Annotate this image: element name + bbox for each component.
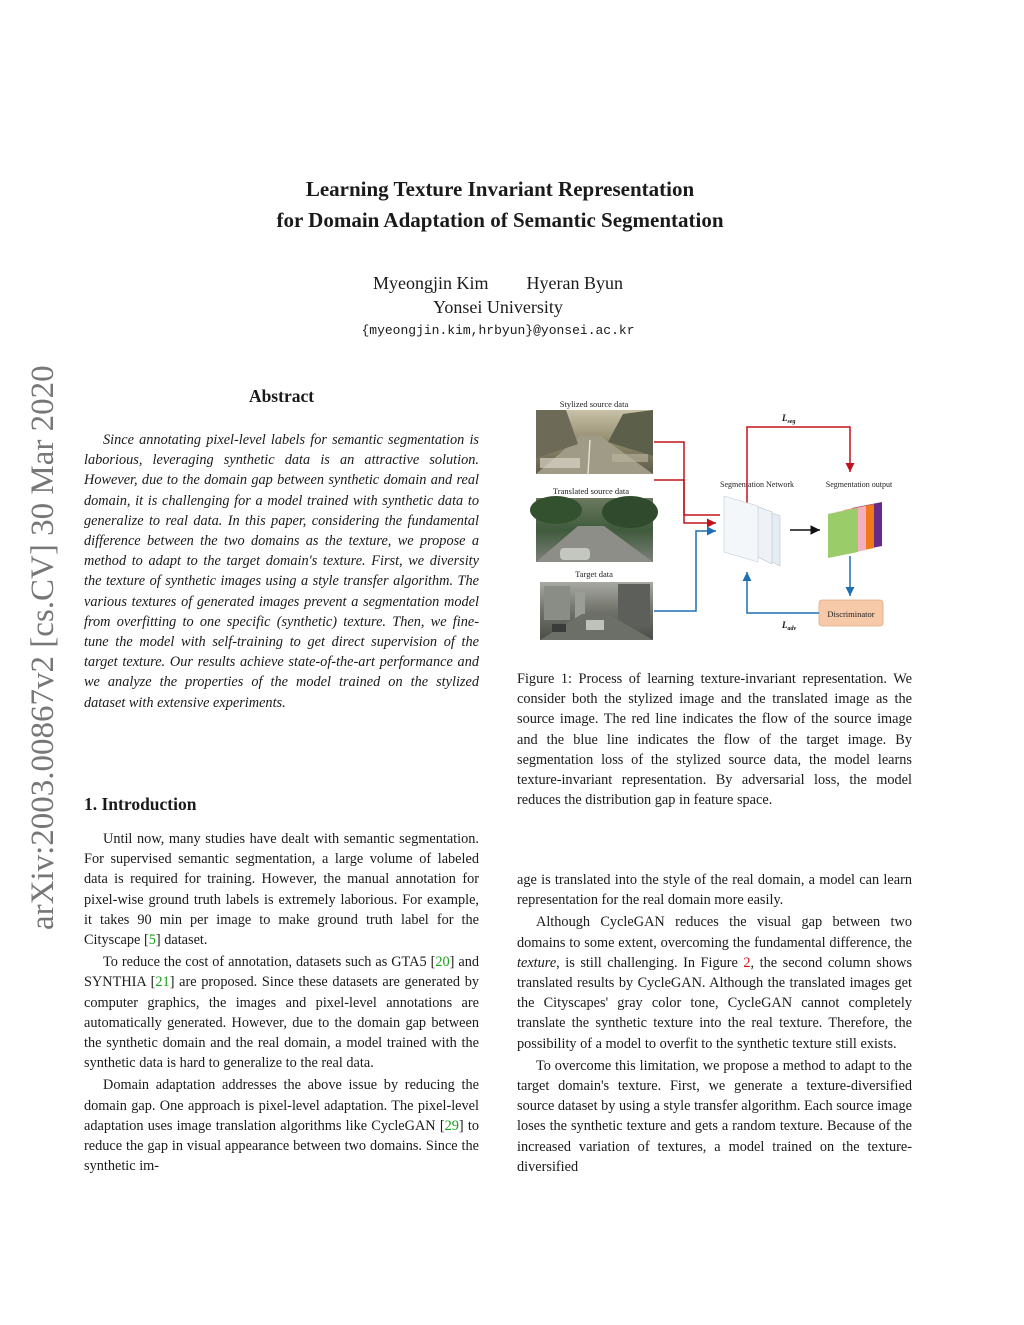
label-segmentation-network: Segmentation Network	[720, 480, 794, 489]
citation-link[interactable]: 5	[148, 932, 156, 949]
right-column-body	[517, 870, 912, 1177]
paragraph: age is translated into the style of the real domain, a model can learn representation for the real domain more easily.	[517, 872, 912, 909]
paragraph: Although CycleGAN reduces the visual gap between two domains to some extent, overcoming the fundamental difference, the texture, is still challenging. In Figure 2, the second column shows translated results by CycleGAN. Although the translated images get the Cityscapes' gray color tone, CycleGAN cannot completely translate the synthetic texture into the real texture. Therefore, the possibility of a model to overfit to the synthetic texture still exists.	[517, 914, 913, 1052]
paragraph: To overcome this limitation, we propose a method to adapt to the target domain's texture. First, we generate a texture-diversified source dataset by using a style transfer algorithm. Each source image loses the synthetic texture and gets a random texture. Because of the increased variation of textures, a model trained on the texture-diversified	[517, 1057, 913, 1175]
citation-link[interactable]: 20	[435, 954, 450, 971]
abstract-body	[84, 430, 479, 713]
title-line-1: Learning Texture Invariant Representation	[305, 177, 695, 201]
abstract-heading: Abstract	[248, 386, 315, 406]
affiliation: Yonsei University	[433, 297, 563, 317]
author-name: Hyeran Byun	[526, 273, 623, 293]
discriminator-label: Discriminator	[827, 609, 875, 619]
caption-text: Figure 1: Process of learning texture-invariant representation. We consider both the stylized image and the translated image as the source image. The red line indicates the flow of the source image and the blue line indicates the flow of the target image. By segmentation loss of the stylized source data, the model learns texture-invariant representation. By adversarial loss, the model reduces the distribution gap in feature space.	[517, 671, 912, 809]
paragraph: Until now, many studies have dealt with semantic segmentation. For supervised semantic segmentation, a large volume of labeled data is required for training. However, the manual annotation for pixel-wise ground truth labels is extremely laborious. For example, it takes 90 min per image to make ground truth label for the Cityscape [5] dataset.	[84, 831, 479, 949]
figure-1-diagram	[520, 396, 910, 646]
paragraph: To reduce the cost of annotation, datasets such as GTA5 [20] and SYNTHIA [21] are proposed. Since these datasets are generated by computer graphics, the images and pixel-level annotations are automatically generated. However, due to the domain gap between the synthetic domain and the real domain, a model trained with the synthetic data is hard to generalize to the real data.	[84, 954, 480, 1072]
label-segmentation-output: Segmentation output	[825, 480, 893, 489]
author-name: Myeongjin Kim	[373, 273, 489, 293]
citation-link[interactable]: 21	[155, 974, 170, 991]
paper-title	[0, 174, 1000, 236]
section-heading-introduction: 1. Introduction	[84, 794, 197, 814]
loss-seg-label: $L_{seg}$	[782, 413, 796, 425]
label-stylized-source: Stylized source data	[559, 399, 629, 409]
author-block	[0, 271, 996, 319]
translated-source-image	[530, 496, 658, 562]
arxiv-sidebar-stamp: arXiv:2003.00867v2 [cs.CV] 30 Mar 2020	[25, 365, 61, 930]
introduction-body	[84, 829, 479, 1176]
loss-adv-label: $L_{adv}$	[782, 620, 797, 632]
label-target-data: Target data	[575, 569, 613, 579]
paragraph: Domain adaptation addresses the above issue by reducing the domain gap. One approach is pixel-level adaptation. The pixel-level adaptation uses image translation algorithms like CycleGAN [29] to reduce the gap in visual appearance between two domains. Since the synthetic im-	[84, 1077, 479, 1175]
citation-link[interactable]: 29	[444, 1117, 459, 1134]
abstract-text: Since annotating pixel-level labels for semantic segmentation is laborious, leveraging synthetic data is an attractive solution. However, due to the domain gap between synthetic domain and real domain, it is challenging for a model trained with synthetic data to generalize to real data. In this paper, considering the fundamental difference between the two domains as the texture, we propose a method to adapt to the target domain's texture. First, we diversity the texture of synthetic images using a style transfer algorithm. The various textures of generated images prevent a segmentation model from overfitting to one specific (synthetic) texture. Then, we fine-tune the model with self-training to get direct supervision of the target texture. Our results achieve state-of-the-art performance and we analyze the properties of the model trained on the stylized dataset with extensive experiments.	[84, 432, 479, 711]
title-line-2: for Domain Adaptation of Semantic Segmentation	[276, 208, 724, 232]
target-image	[540, 582, 653, 640]
figure-1-caption	[517, 669, 912, 810]
author-email: {myeongjin.kim,hrbyun}@yonsei.ac.kr	[361, 323, 635, 338]
segmentation-output-maps	[828, 502, 882, 558]
segmentation-network-blocks	[724, 496, 780, 566]
figure-ref-link[interactable]: 2	[743, 954, 751, 971]
stylized-source-image	[536, 410, 653, 474]
label-translated-source: Translated source data	[552, 486, 630, 496]
